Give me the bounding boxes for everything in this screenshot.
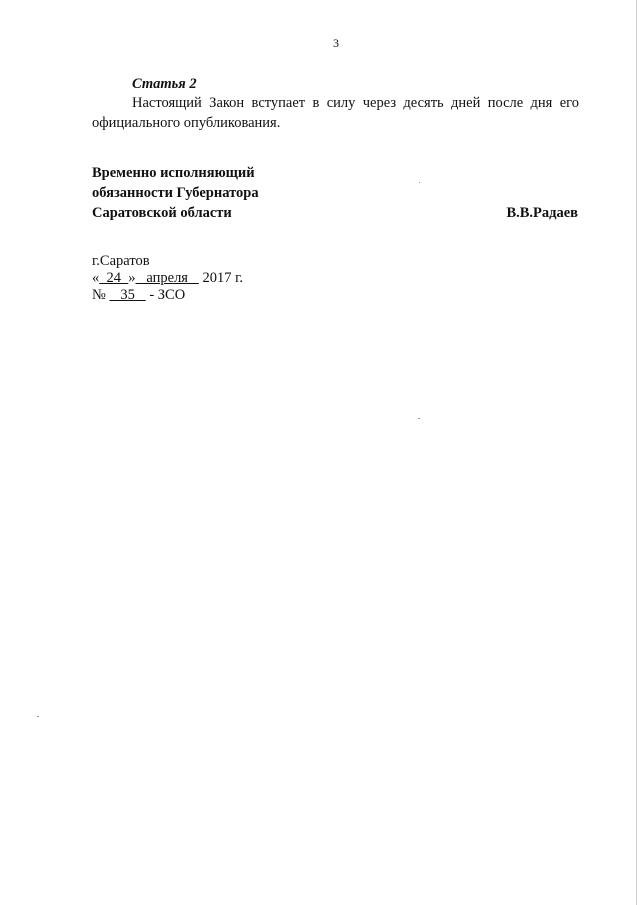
article-body: Настоящий Закон вступает в силу через десять дней после дня его официального опубликования.	[92, 95, 579, 131]
date-year: 2017 г.	[202, 270, 244, 286]
date-open-quote: «	[92, 270, 100, 286]
scan-speck	[37, 716, 39, 717]
law-number-value: 35	[109, 287, 146, 303]
signature-title-line-1: Временно исполняющий	[92, 165, 255, 181]
place-date-block	[92, 253, 243, 304]
date-close-quote: »	[128, 270, 136, 286]
signature-title-block	[92, 163, 259, 223]
scan-speck	[419, 182, 420, 183]
signer-name: В.В.Радаев	[506, 205, 578, 221]
date-day: 24	[99, 270, 129, 286]
scan-edge-line	[636, 0, 637, 905]
law-number-suffix: - ЗСО	[149, 287, 186, 303]
signature-title-line-2: обязанности Губернатора	[92, 185, 259, 201]
signature-title-line-3: Саратовской области	[92, 205, 232, 221]
law-number-line	[92, 287, 243, 304]
city-line: г.Саратов	[92, 253, 150, 269]
date-line	[92, 270, 243, 287]
date-month: апреля	[135, 270, 199, 286]
page-number: 3	[333, 36, 339, 50]
scan-speck	[418, 418, 420, 419]
article-heading: Статья 2	[132, 76, 197, 92]
number-prefix: №	[92, 287, 106, 303]
